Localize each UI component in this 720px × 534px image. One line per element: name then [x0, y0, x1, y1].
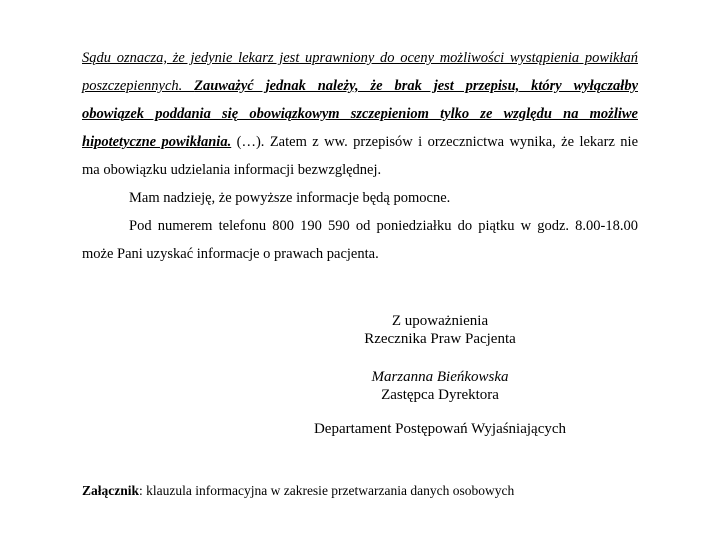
- body-text-segment: (…). Zatem z ww. przepisów i orzecznictwa wynika, że lekarz nie: [231, 134, 639, 150]
- attachment-text: : klauzula informacyjna w zakresie przetwarzania danych osobowych: [139, 483, 515, 498]
- paragraph2: [82, 184, 638, 212]
- quoted-ruling-emphasis: obowiązek poddania się obowiązkowym szczepieniom tylko ze względu na możliwe: [82, 106, 638, 122]
- quoted-ruling-emphasis: Zauważyć jednak należy, że brak jest przepisu, który wyłączałby: [194, 78, 638, 94]
- body-text-segment: może Pani uzyskać informacje o prawach pacjenta.: [82, 246, 379, 262]
- authorization-line: Z upoważnienia: [391, 313, 489, 329]
- department-name: Departament Postępowań Wyjaśniających: [313, 421, 567, 437]
- paragraph1-line2: [82, 72, 638, 100]
- body-text-segment: Pod numerem telefonu 800 190 590 od poniedziałku do piątku w godz. 8.00-18.00: [129, 218, 638, 234]
- quoted-ruling-text: Sądu oznacza, że jedynie lekarz jest uprawniony do oceny możliwości wystąpienia powikłań: [82, 50, 638, 66]
- paragraph3-line1: [82, 212, 638, 240]
- authorization-office: Rzecznika Praw Pacjenta: [364, 331, 516, 347]
- letter-body: [82, 44, 638, 268]
- paragraph3-line2: [82, 240, 638, 268]
- body-text-segment: ma obowiązku udzielania informacji bezwzględnej.: [82, 162, 382, 178]
- quoted-ruling-emphasis: hipotetyczne powikłania.: [82, 134, 232, 150]
- signer-name: Marzanna Bieńkowska: [371, 369, 509, 385]
- paragraph1-line1: [82, 44, 638, 72]
- paragraph1-line3: [82, 100, 638, 128]
- body-text-segment: Mam nadzieję, że powyższe informacje będą pomocne.: [129, 190, 451, 206]
- paragraph1-line5: [82, 156, 638, 184]
- signature-block: [290, 312, 590, 438]
- paragraph1-line4: [82, 128, 638, 156]
- attachment-label: Załącznik: [82, 483, 140, 498]
- attachment-note: [82, 482, 638, 500]
- quoted-ruling-text: poszczepiennych.: [82, 78, 195, 94]
- signer-title: Zastępca Dyrektora: [381, 387, 499, 403]
